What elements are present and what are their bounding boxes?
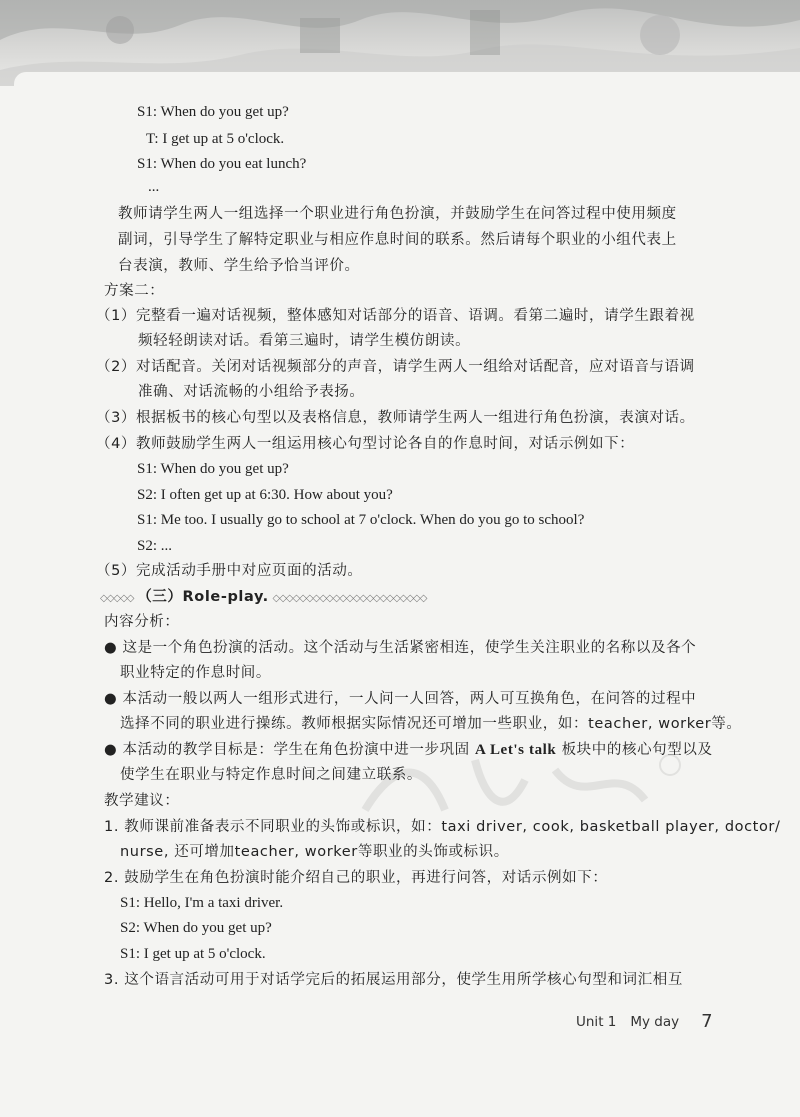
bullet-continued: 职业特定的作息时间。 [120, 665, 271, 681]
activity-title: （三）Role-play. [137, 589, 269, 605]
heading-decoration-right: ◇◇◇◇◇◇◇◇◇◇◇◇◇◇◇◇◇◇◇◇◇◇◇ [272, 593, 427, 604]
dialogue-line: S1: When do you eat lunch? [137, 156, 307, 172]
paragraph-line: 教师请学生两人一组选择一个职业进行角色扮演，并鼓励学生在问答过程中使用频度 [118, 206, 677, 222]
bullet-continued: 使学生在职业与特定作息时间之间建立联系。 [120, 767, 422, 783]
header-banner [0, 0, 800, 86]
footer-title: My day [630, 1014, 680, 1030]
activity-heading [100, 587, 426, 609]
list-item: （3）根据板书的核心句型以及表格信息，教师请学生两人一组进行角色扮演，表演对话。 [96, 410, 695, 426]
heading-decoration-left: ◇◇◇◇◇ [100, 593, 134, 604]
list-item-continued: 准确、对话流畅的小组给予表扬。 [138, 384, 365, 400]
bullet-text: 本活动一般以两人一组形式进行，一人问一人回答，两人可互换角色，在问答的过程中 [122, 691, 697, 707]
dialogue-line: S2: When do you get up? [120, 920, 272, 936]
list-item: （1）完整看一遍对话视频，整体感知对话部分的语音、语调。看第二遍时，请学生跟着视 [96, 308, 695, 324]
numbered-item: 3. 这个语言活动可用于对话学完后的拓展运用部分，使学生用所学核心句型和词汇相互 [104, 972, 683, 988]
bullet-icon: ● [104, 640, 118, 656]
dialogue-line: T: I get up at 5 o'clock. [146, 131, 285, 147]
dialogue-line: S1: Hello, I'm a taxi driver. [120, 895, 284, 911]
bullet-text-bold: A Let's talk [475, 742, 557, 758]
dialogue-line: S1: When do you get up? [137, 104, 289, 120]
bullet-icon: ● [104, 691, 118, 707]
banner-page-edge [14, 72, 800, 86]
numbered-item: 1. 教师课前准备表示不同职业的头饰或标识，如：taxi driver, cook, basketball player, doctor/ [104, 819, 781, 835]
bullet-continued: 选择不同的职业进行操练。教师根据实际情况还可增加一些职业，如：teacher, worker等。 [120, 716, 742, 732]
section-heading: 教学建议： [104, 793, 180, 809]
paragraph-line: 副词，引导学生了解特定职业与相应作息时间的联系。然后请每个职业的小组代表上 [118, 232, 677, 248]
numbered-item-continued: nurse, 还可增加teacher, worker等职业的头饰或标识。 [120, 844, 509, 860]
dialogue-line: S1: I get up at 5 o'clock. [120, 946, 266, 962]
list-item: （5）完成活动手册中对应页面的活动。 [96, 563, 363, 579]
dialogue-ellipsis: ... [148, 179, 160, 195]
page-footer [576, 1010, 713, 1031]
bullet-icon: ● [104, 742, 118, 758]
paragraph-line: 台表演，教师、学生给予恰当评价。 [118, 258, 360, 274]
bullet-item [104, 638, 696, 658]
dialogue-line: S2: ... [137, 538, 173, 554]
page-number: 7 [701, 1011, 713, 1032]
bullet-item [104, 740, 713, 760]
dialogue-line: S1: When do you get up? [137, 461, 289, 477]
bullet-text: 本活动的教学目标是：学生在角色扮演中进一步巩固 [122, 742, 475, 758]
numbered-item: 2. 鼓励学生在角色扮演时能介绍自己的职业，再进行问答，对话示例如下： [104, 870, 608, 886]
section-heading: 内容分析： [104, 614, 180, 630]
dialogue-line: S2: I often get up at 6:30. How about you? [137, 487, 393, 503]
dialogue-line: S1: Me too. I usually go to school at 7 o'clock. When do you go to school? [137, 512, 585, 528]
bullet-text: 板块中的核心句型以及 [556, 742, 713, 758]
list-item-continued: 频轻轻朗读对话。看第三遍时，请学生模仿朗读。 [138, 333, 471, 349]
list-item: （2）对话配音。关闭对话视频部分的声音，请学生两人一组给对话配音，应对语音与语调 [96, 359, 695, 375]
bullet-text: 这是一个角色扮演的活动。这个活动与生活紧密相连，使学生关注职业的名称以及各个 [122, 640, 697, 656]
footer-unit: Unit 1 [576, 1014, 617, 1030]
bullet-item [104, 689, 696, 709]
list-item: （4）教师鼓励学生两人一组运用核心句型讨论各自的作息时间，对话示例如下： [96, 436, 635, 452]
section-heading: 方案二： [104, 283, 165, 299]
